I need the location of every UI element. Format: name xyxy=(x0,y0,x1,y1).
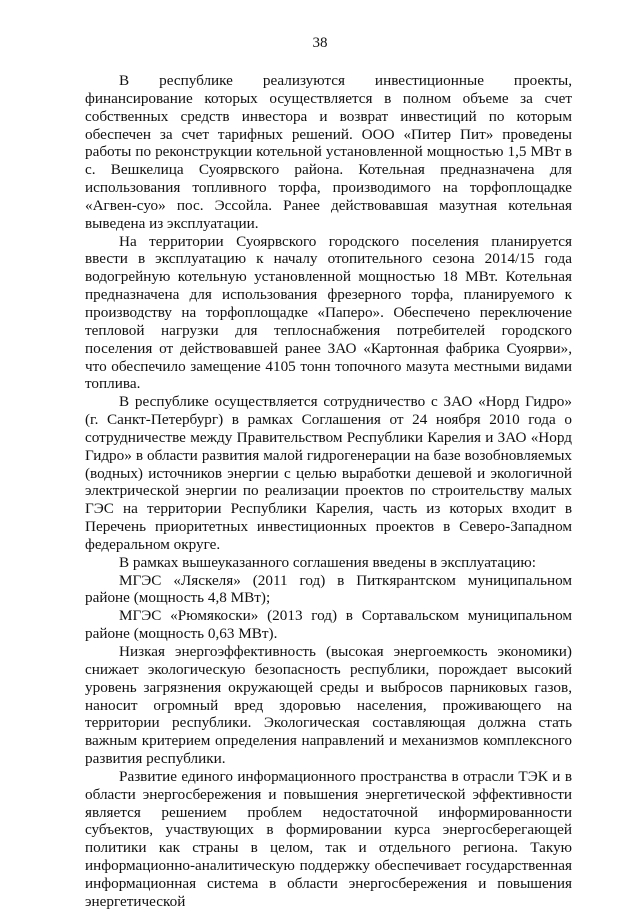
paragraph-lyaskelya-hpp: МГЭС «Ляскеля» (2011 год) в Питкярантском муниципальном районе (мощность 4,8 МВт); xyxy=(85,571,572,607)
paragraph-commissioned-intro: В рамках вышеуказанного соглашения введены в эксплуатацию: xyxy=(119,553,536,571)
paragraph-suoyarvi-boiler: На территории Суоярвского городского поселения планируется ввести в эксплуатацию к началу отопительного сезона 2014/15 года водогрейную котельную установленной мощностью 18 МВт. Котельная предназначена для использования фрезерного торфа, планируемого к производству на торфоплощадке «Паперо». Обеспечено переключение тепловой нагрузки для теплоснабжения потребителей городского поселения от действовавшей ранее ЗАО «Картонная фабрика Суоярви», что обеспечило замещение 4105 тонн топочного мазута местными видами топлива. xyxy=(85,232,572,393)
paragraph-energy-efficiency: Низкая энергоэффективность (высокая энергоемкость экономики) снижает экологическую безопасность республики, порождает высокий уровень загрязнения окружающей среды и выбросов парниковых газов, наносит огромный вред здоровью населения, проживающего на территории республики. Экологическая составляющая должна стать важным критерием определения направлений и механизмов комплексного развития республики. xyxy=(85,643,572,768)
page-number: 38 xyxy=(312,35,328,51)
paragraph-information-space: Развитие единого информационного пространства в отрасли ТЭК и в области энергосбережения и повышения энергетической эффективности является решением проблем недостаточной информированности субъектов, участвующих в формировании курса энергосберегающей политики как страны в целом, так и отдельного региона. Такую информационно-аналитическую поддержку обеспечивает государственная информационная система в области энергосбережения и повышения энергетической xyxy=(85,767,572,910)
paragraph-investment-projects: В республике реализуются инвестиционные проекты, финансирование которых осуществляется в полном объеме за счет собственных средств инвестора и возврат инвестиций по которым обеспечен за счет тарифных решений. ООО «Питер Пит» проведены работы по реконструкции котельной установленной мощностью 1,5 МВт в с. Вешкелица Суоярвского района. Котельная предназначена для использования топливного торфа, производимого на торфоплощадке «Агвен-суо» пос. Эссойла. Ранее действовавшая мазутная котельная выведена из эксплуатации. xyxy=(85,72,572,232)
paragraph-ryumyakoski-hpp: МГЭС «Рюмякоски» (2013 год) в Сортавальском муниципальном районе (мощность 0,63 МВт). xyxy=(85,607,572,643)
document-body xyxy=(85,72,572,911)
paragraph-nord-hydro-cooperation: В республике осуществляется сотрудничество с ЗАО «Норд Гидро» (г. Санкт-Петербург) в рамках Соглашения от 24 ноября 2010 года о сотрудничестве между Правительством Республики Карелия и ЗАО «Норд Гидро» в области развития малой гидрогенерации на базе возобновляемых (водных) источников энергии с целью выработки дешевой и экологичной электрической энергии по реализации проектов по строительству малых ГЭС на территории Республики Карелия, часть из которых входит в Перечень приоритетных инвестиционных проектов в Северо-Западном федеральном округе. xyxy=(85,393,572,553)
